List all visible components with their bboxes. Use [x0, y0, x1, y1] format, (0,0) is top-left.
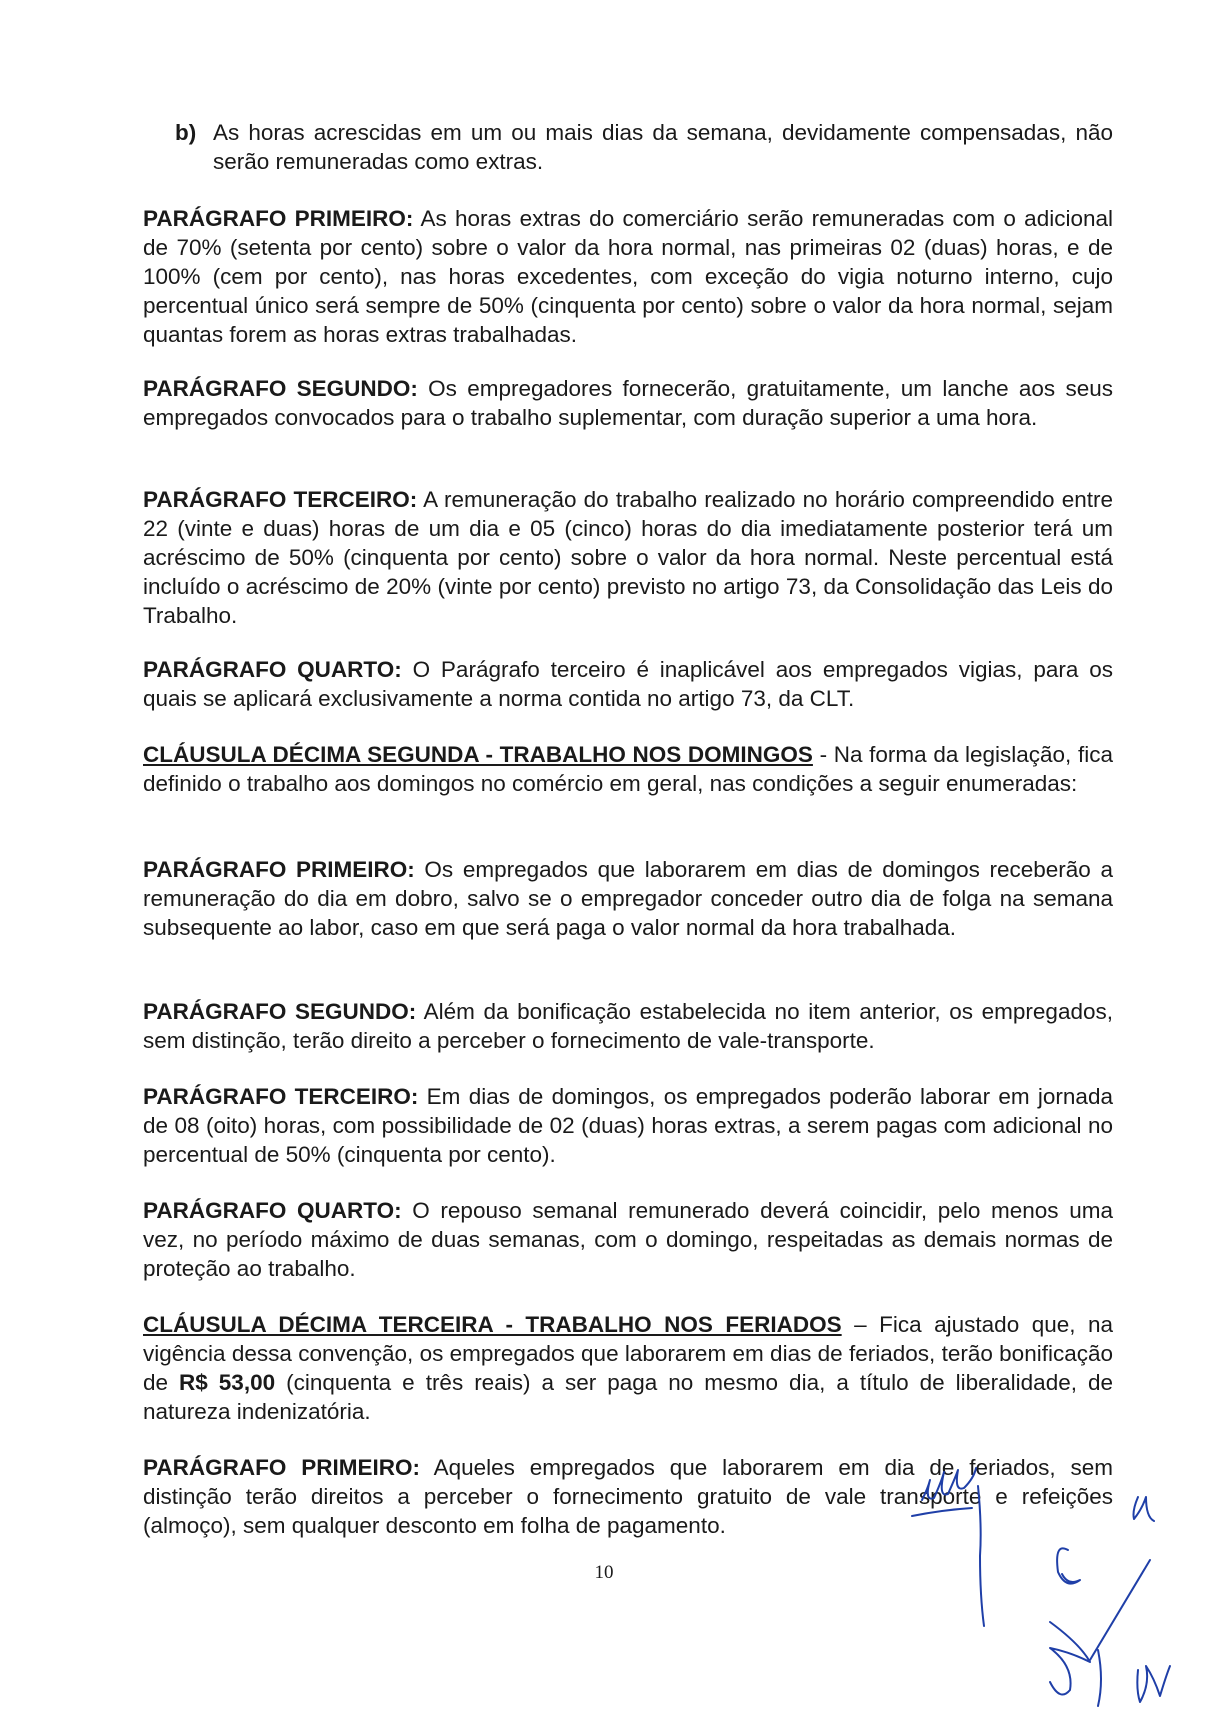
paragraph-text: A remuneração do trabalho realizado no horário compreendido entre 22 (vinte e duas) horas de um dia e 05 (cinco) horas do dia imediatamente posterior terá um acréscimo de 50% (cinquenta por cento) sobre o valor da hora normal. Neste percentual está incluído o acréscimo de 20% (vinte por cento) previsto no artigo 73, da Consolidação das Leis do Trabalho. [143, 487, 1113, 628]
paragraph-terceiro [143, 485, 1113, 630]
c12-paragraph-quarto [143, 1196, 1113, 1283]
paragraph-title: PARÁGRAFO SEGUNDO: [143, 999, 417, 1024]
clausula-decima-segunda [143, 740, 1113, 798]
item-b [175, 118, 1113, 176]
clause-text: – Fica ajustado que, na vigência dessa convenção, os empregados que laborarem em dias de feriados, terão bonificação de [143, 1312, 1113, 1395]
c12-paragraph-terceiro [143, 1082, 1113, 1169]
paragraph-segundo [143, 374, 1113, 432]
clausula-decima-terceira [143, 1310, 1113, 1426]
clause-text: - Na forma da legislação, fica definido o trabalho aos domingos no comércio em geral, nas condições a seguir enumeradas: [143, 742, 1113, 796]
paragraph-title: PARÁGRAFO PRIMEIRO: [143, 857, 415, 882]
page-number: 10 [594, 1562, 614, 1583]
paragraph-primeiro [143, 204, 1113, 349]
paragraph-title: PARÁGRAFO SEGUNDO: [143, 376, 418, 401]
paragraph-text: Aqueles empregados que laborarem em dia de feriados, sem distinção terão direitos a perceber o fornecimento gratuito de vale transporte e refeições (almoço), sem qualquer desconto em folha de pagamento. [143, 1455, 1113, 1538]
item-b-label: b) [175, 120, 197, 145]
paragraph-title: PARÁGRAFO PRIMEIRO: [143, 1455, 420, 1480]
paragraph-title: PARÁGRAFO TERCEIRO: [143, 487, 418, 512]
paragraph-text: O repouso semanal remunerado deverá coincidir, pelo menos uma vez, no período máximo de duas semanas, com o domingo, respeitadas as demais normas de proteção ao trabalho. [143, 1198, 1113, 1281]
item-b-text: As horas acrescidas em um ou mais dias da semana, devidamente compensadas, não serão remuneradas como extras. [213, 120, 1113, 174]
paragraph-text: Os empregadores fornecerão, gratuitamente, um lanche aos seus empregados convocados para o trabalho suplementar, com duração superior a uma hora. [143, 376, 1113, 430]
c12-paragraph-primeiro [143, 855, 1113, 942]
paragraph-text: As horas extras do comerciário serão remuneradas com o adicional de 70% (setenta por cento) sobre o valor da hora normal, nas primeiras 02 (duas) horas, e de 100% (cem por cento), nas horas excedentes, com exceção do vigia noturno interno, cujo percentual único será sempre de 50% (cinquenta por cento) sobre o valor da hora normal, sejam quantas forem as horas extras trabalhadas. [143, 206, 1113, 347]
paragraph-text: O Parágrafo terceiro é inaplicável aos empregados vigias, para os quais se aplicará exclusivamente a norma contida no artigo 73, da CLT. [143, 657, 1113, 711]
paragraph-title: PARÁGRAFO TERCEIRO: [143, 1084, 419, 1109]
paragraph-title: PARÁGRAFO QUARTO: [143, 657, 402, 682]
clause-title: CLÁUSULA DÉCIMA SEGUNDA - TRABALHO NOS DOMINGOS [143, 742, 813, 767]
paragraph-title: PARÁGRAFO QUARTO: [143, 1198, 402, 1223]
paragraph-text: Em dias de domingos, os empregados poderão laborar em jornada de 08 (oito) horas, com possibilidade de 02 (duas) horas extras, a serem pagas com adicional no percentual de 50% (cinquenta por cento). [143, 1084, 1113, 1167]
c13-paragraph-primeiro [143, 1453, 1113, 1540]
clause-text: (cinquenta e três reais) a ser paga no mesmo dia, a título de liberalidade, de natureza indenizatória. [143, 1370, 1113, 1424]
c12-paragraph-segundo [143, 997, 1113, 1055]
bonus-amount: R$ 53,00 [179, 1370, 276, 1395]
paragraph-quarto [143, 655, 1113, 713]
clause-title: CLÁUSULA DÉCIMA TERCEIRA - TRABALHO NOS FERIADOS [143, 1312, 842, 1337]
paragraph-title: PARÁGRAFO PRIMEIRO: [143, 206, 414, 231]
paragraph-text: Além da bonificação estabelecida no item anterior, os empregados, sem distinção, terão direito a perceber o fornecimento de vale-transporte. [143, 999, 1113, 1053]
paragraph-text: Os empregados que laborarem em dias de domingos receberão a remuneração do dia em dobro, salvo se o empregador conceder outro dia de folga na semana subsequente ao labor, caso em que será paga o valor normal da hora trabalhada. [143, 857, 1113, 940]
